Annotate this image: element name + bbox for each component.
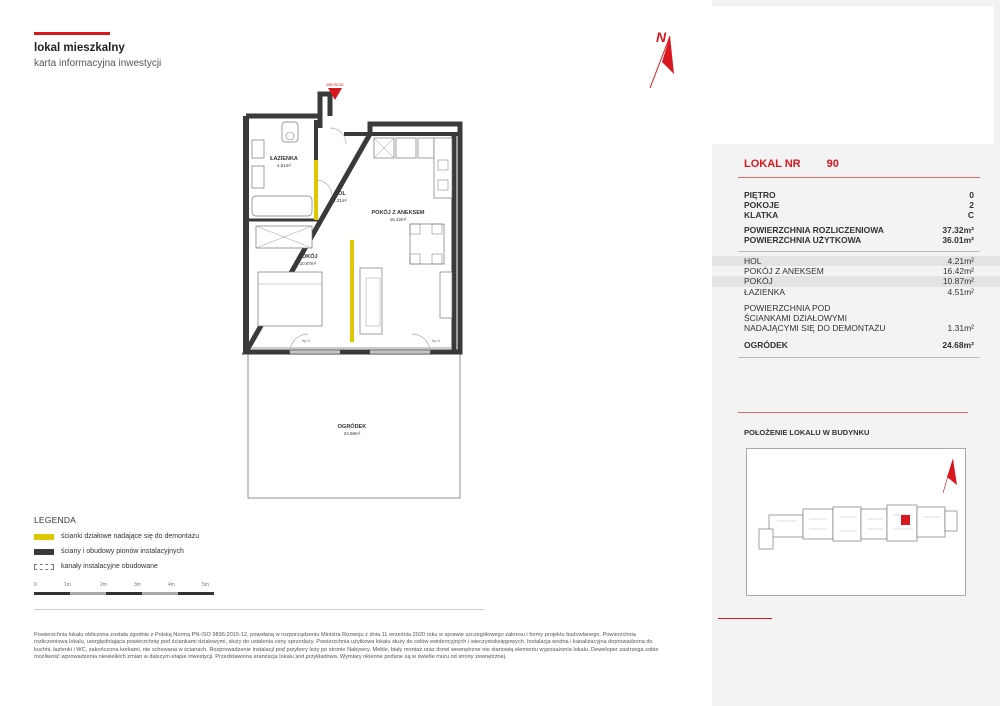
footnote: Powierzchnia lokalu obliczona została zgodnie z Polską Normą PN-ISO 9836:2015-12, powołaną w rozporządzeniu Ministra Rozwoju z dnia 11 września 2020 roku w sprawie szczegółowego zakresu i formy projektu budowlanego. Powierzchnia rozliczeniowa lokalu, uwzględniająca powierzchnię pod ściankami działowymi, służy do ustalenia ceny sprzedaży. Powierzchnia użytkowa lokalu służy do celów ewidencyjnych i wieczystoksięgowych. Instalacja wodna i kanalizacyjna doprowadzona do kuchni, łazienki i WC, zakończona korkami, nie schowana w ścianach. Rozprowadzenie instalacji pod przybory leży po stronie Nabywcy. Meble, biały montaż oraz drzwi wewnętrzne nie stanowią elementu wyposażenia lokalu. Deweloper zastrzega sobie możliwość wprowadzenia niewielkich zmian w dalszym etapie inwestycji. Przedstawiona aranżacja lokalu jest przykładowa. Wymiary okienne podane są w świetle muru od strony zewnętrznej. [34,632,659,661]
dining-table [410,224,444,264]
rooms-value: 2 [969,200,974,211]
legend-swatch [34,549,54,555]
room-living-kitchen-name: POKÓJ Z ANEKSEM [371,210,425,216]
partition-label-line3: NADAJĄCYMI SIĘ DO DEMONTAŻU [744,323,886,334]
room-row-area: 16.42m² [942,266,974,277]
scale-label: 4m [168,582,175,588]
legend-swatch [34,534,54,540]
scale-bar [34,582,214,612]
threshold-label: hp 0 [432,338,440,343]
tv-unit [440,272,452,318]
legend-label: ściany i obudowy pionów instalacyjnych [61,548,184,555]
header-accent-bar [34,32,110,35]
legend-item [34,559,199,574]
location-title: POŁOŻENIE LOKALU W BUDYNKU [744,428,870,437]
room-hall-area: 4.21m² [332,198,348,203]
unit-number: 90 [826,158,839,170]
scale-label: 1m [64,582,71,588]
section-divider [738,412,968,413]
stair-value: C [967,210,974,221]
washing-machine-icon [252,166,264,188]
partition-area-value: 1.31m² [947,323,974,334]
info-panel [712,0,1000,706]
room-living-kitchen-area: 16.42m² [389,217,407,222]
document-title: lokal mieszkalny [34,42,125,54]
legend-item [34,529,199,544]
floor-plan [230,80,480,510]
washbasin-icon [252,140,264,158]
unit-label: LOKAL NR [744,158,801,170]
legend-label: kanały instalacyjne obudowane [61,563,158,570]
unit-location-marker [901,515,910,525]
garden-value: 24.68m² [942,340,974,351]
area-use-label: POWIERZCHNIA UŻYTKOWA [744,234,862,245]
info-panel-header-space [712,6,994,144]
room-row-label: HOL [744,256,762,267]
room-row-label: POKÓJ [744,276,773,287]
room-row-label: POKÓJ Z ANEKSEM [744,266,824,277]
room-row-label: ŁAZIENKA [744,286,786,297]
garden-area-label: 24.68m² [343,431,361,436]
floor-label: PIĘTRO [744,190,776,200]
bathtub-icon [252,196,312,216]
room-row-area: 4.51m² [947,286,974,297]
footer-accent-line [718,618,772,619]
room-bathroom-name: ŁAZIENKA [270,156,298,162]
area-calc-value: 37.32m² [942,224,974,235]
room-bedroom-name: POKÓJ [298,254,318,260]
scale-label: 0 [34,582,37,588]
legend [34,515,199,574]
bed-icon [258,272,322,326]
area-use-value: 36.01m² [942,234,974,245]
north-arrow-icon [640,22,684,94]
entrance-label: WEJŚCIE [326,82,344,87]
legend-label: ścianki działowe nadające się do demontażu [61,533,200,540]
floor-value: 0 [969,190,974,200]
cooktop-icon [418,138,434,158]
scale-label: 2m [100,582,107,588]
document-subtitle: karta informacyjna inwestycji [34,58,162,69]
legend-title: LEGENDA [34,515,77,525]
room-row-area: 10.87m² [942,276,974,287]
unit-details [744,158,974,363]
rooms-label: POKOJE [744,200,780,211]
legend-item [34,544,199,559]
threshold-label: hp 0 [302,338,310,343]
stair-label: KLATKA [744,210,779,221]
scale-label: 3m [134,582,141,588]
room-bedroom-area: 10.87m² [299,261,317,266]
building-location-map [746,448,966,596]
divider [34,609,484,610]
building-outline [747,449,965,595]
room-bathroom-area: 4.51m² [276,163,292,168]
garden-name: OGRÓDEK [337,424,367,430]
room-row-area: 4.21m² [947,256,974,267]
partition-label-line1: POWIERZCHNIA POD [744,302,831,313]
legend-swatch [34,564,54,570]
scale-label: 5m [202,582,209,588]
partition-label-line2: ŚCIANKAMI DZIAŁOWYMI [744,313,847,324]
area-calc-label: POWIERZCHNIA ROZLICZENIOWA [744,224,884,235]
room-hall-name: HOL [334,191,346,197]
garden-label: OGRÓDEK [744,340,788,351]
kitchen-counter [434,138,452,198]
north-label: N [656,29,667,45]
